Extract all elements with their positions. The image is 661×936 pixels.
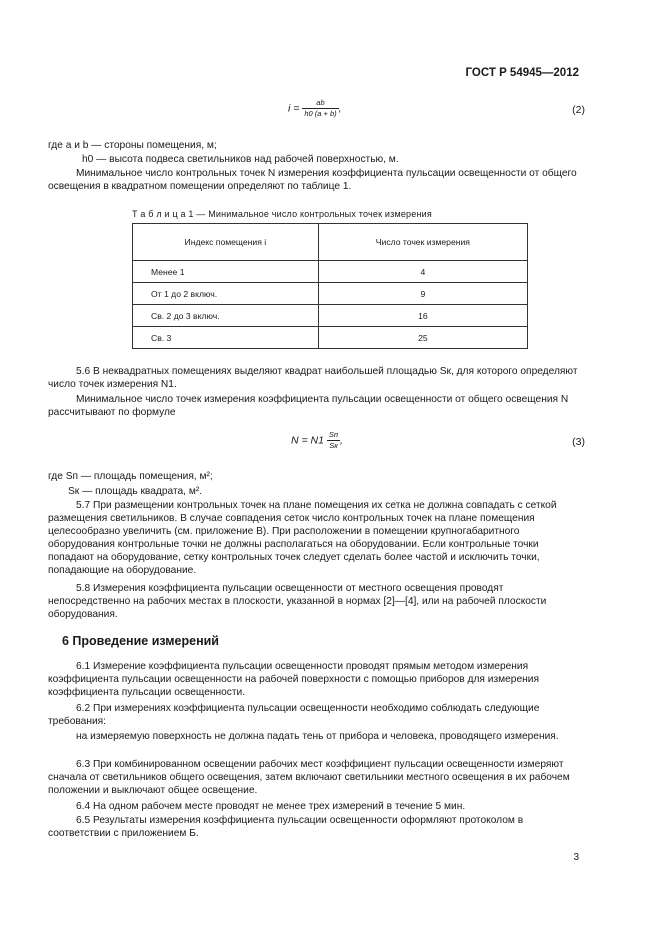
where-2-line2: h0 — высота подвеса светильников над рабочей поверхностью, м. (82, 154, 399, 165)
document-header: ГОСТ Р 54945—2012 (465, 67, 579, 79)
formula-2-lhs: i = (288, 102, 300, 115)
formula-3-fraction (327, 430, 340, 451)
table-cell-count: 4 (318, 261, 527, 283)
formula-3-lhs: N = N1 (291, 434, 324, 447)
paragraph-5-7: 5.7 При размещении контрольных точек на плане помещения их сетка не должна совпадать с сеткой размещения светильников. В случае совпадения сеток число контрольных точек на плане помещения целесообразно увеличить (см. приложение В). При расположении в помещении крупногабаритного оборудования контрольные точки не должны располагаться на оборудовании. Если контрольные точки попадают на оборудование, сетку контрольных точек следует сделать более частой и исключить точки, попадающие на оборудование. (48, 500, 557, 576)
section-6-title: 6 Проведение измерений (62, 634, 219, 648)
table-row (133, 305, 528, 327)
where-2-line1: где a и b — стороны помещения, м; (48, 140, 217, 151)
table-cell-index: От 1 до 2 включ. (133, 283, 319, 305)
formula-2-denominator: h0 (a + b) (304, 109, 337, 118)
formula-2-fraction (302, 98, 338, 119)
where-3-line2: Sк — площадь квадрата, м². (68, 486, 203, 497)
where-3-line1: где Sп — площадь помещения, м²; (48, 471, 213, 482)
table-min-points (132, 223, 528, 349)
table-cell-count: 9 (318, 283, 527, 305)
formula-2 (288, 98, 342, 119)
formula-2-number: (2) (572, 104, 585, 116)
page-number: 3 (573, 852, 579, 863)
formula-3-numerator: Sп (328, 430, 339, 439)
table-cell-index: Св. 3 (133, 327, 319, 349)
paragraph-6-5: 6.5 Результаты измерения коэффициента пульсации освещенности оформляют протоколом в соответствии с приложением Б. (48, 815, 524, 839)
paragraph-6-3: 6.3 При комбинированном освещении рабочих мест коэффициент пульсации освещенности измеряют сначала от светильников общего освещения, затем включают светильники местного освещения в их рабочем положении и выключают общее освещение. (48, 759, 570, 796)
table-row (133, 327, 528, 349)
paragraph-min-points: Минимальное число контрольных точек N измерения коэффициента пульсации освещенности от общего освещения в квадратном помещении определяют по таблице 1. (48, 168, 577, 192)
table-row (133, 283, 528, 305)
paragraph-5-6: 5.6 В неквадратных помещениях выделяют квадрат наибольшей площадью Sк, для которого определяют число точек измерения N1. (48, 366, 578, 390)
paragraph-5-6b: Минимальное число точек измерения коэффициента пульсации освещенности от общего освещения N рассчитывают по формуле (48, 394, 569, 418)
paragraph-6-1: 6.1 Измерение коэффициента пульсации освещенности проводят прямым методом измерения коэффициента пульсации освещенности на рабочей поверхности с помощью приборов для измерения коэффициента пульсации освещенности. (48, 661, 539, 698)
table-cell-count: 16 (318, 305, 527, 327)
table-row (133, 261, 528, 283)
table-header-count: Число точек измерения (318, 224, 527, 261)
table-caption: Т а б л и ц а 1 — Минимальное число контрольных точек измерения (132, 209, 432, 219)
paragraph-6-2: 6.2 При измерениях коэффициента пульсации освещенности необходимо соблюдать следующие требования: (48, 703, 540, 727)
table-header-index: Индекс помещения i (133, 224, 319, 261)
formula-3 (291, 430, 343, 451)
table-header-row (133, 224, 528, 261)
paragraph-5-8: 5.8 Измерения коэффициента пульсации освещенности от местного освещения проводят непосредственно на рабочих местах в плоскости, указанной в нормах [2]—[4], или на рабочей плоскости оборудования. (48, 583, 547, 620)
table-cell-count: 25 (318, 327, 527, 349)
paragraph-6-2b: на измеряемую поверхность не должна падать тень от прибора и человека, проводящего измерения. (76, 731, 559, 742)
formula-3-denominator: Sк (329, 441, 338, 450)
table-cell-index: Менее 1 (133, 261, 319, 283)
table-cell-index: Св. 2 до 3 включ. (133, 305, 319, 327)
formula-2-comma: , (338, 102, 342, 115)
paragraph-6-4: 6.4 На одном рабочем месте проводят не менее трех измерений в течение 5 мин. (76, 801, 466, 812)
formula-2-numerator: ab (302, 98, 338, 109)
formula-3-comma: , (340, 434, 343, 447)
formula-3-number: (3) (572, 436, 585, 448)
